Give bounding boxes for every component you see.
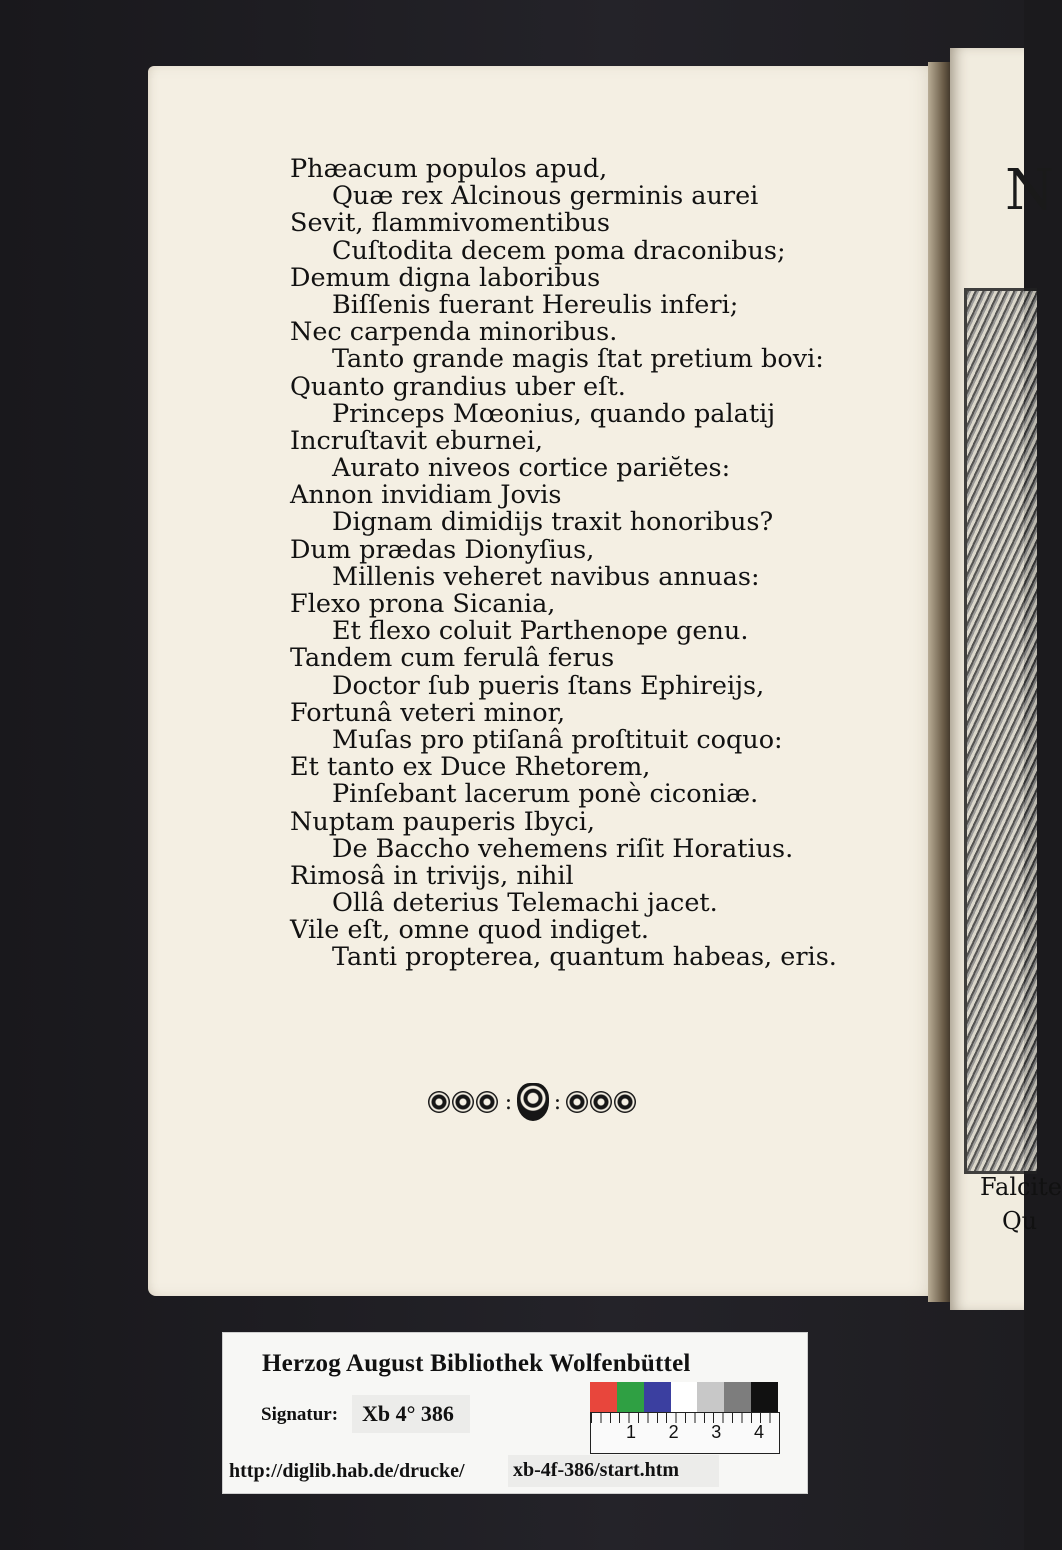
ornament-colon: :: [504, 1089, 513, 1115]
color-swatch: [590, 1382, 617, 1412]
ruler-number: 2: [668, 1422, 679, 1442]
poem-line: Rimosâ in trivijs, nihil: [290, 860, 574, 891]
engraving-illustration: [964, 288, 1037, 1174]
poem-line: Tanti propterea, quantum habeas, eris.: [332, 942, 837, 973]
right-page-initial: N: [1005, 158, 1054, 223]
poem-line: Dignam dimidijs traxit honoribus?: [332, 507, 774, 538]
signatur-value: Xb 4° 386: [352, 1395, 470, 1433]
poem-line: Phæacum populos apud,: [290, 154, 608, 184]
right-page: [950, 48, 1062, 1310]
right-page-caption: [980, 1170, 1062, 1238]
color-swatch: [671, 1382, 698, 1412]
ornament-flourish: [428, 1087, 500, 1117]
poem-line: Flexo prona Sicania,: [290, 589, 556, 619]
poem-line: De Baccho vehemens riſit Horatius.: [332, 833, 794, 864]
ornament-flourish: [566, 1087, 638, 1117]
poem-line: Et tanto ex Duce Rhetorem,: [290, 752, 651, 783]
color-swatch: [751, 1382, 778, 1412]
ruler-number: 3: [711, 1422, 722, 1442]
color-swatch: [697, 1382, 724, 1412]
ornament-center: [517, 1083, 549, 1121]
poem-line: Demum digna laboribus: [290, 262, 601, 293]
poem-line: Nec carpenda minoribus.: [290, 317, 618, 348]
color-swatch: [724, 1382, 751, 1412]
poem-line: Nuptam pauperis Ibyci,: [290, 806, 596, 837]
poem-line: Tandem cum ferulâ ferus: [290, 643, 615, 674]
signatur-label: Signatur:: [261, 1404, 339, 1425]
poem-line: Cuſtodita decem poma draconibus;: [332, 235, 786, 266]
poem-line: Fortunâ veteri minor,: [290, 697, 566, 728]
poem-line: Pinſebant lacerum ponè ciconiæ.: [332, 779, 759, 810]
color-swatch: [644, 1382, 671, 1412]
caption-line: Falcite: [980, 1173, 1062, 1201]
poem-line: Sevit, flammivomentibus: [290, 208, 610, 239]
poem-text: [290, 156, 837, 972]
poem-line: Quæ rex Alcinous germinis aurei: [332, 181, 759, 212]
color-swatch: [617, 1382, 644, 1412]
poem-line: Tanto grande magis ſtat pretium bovi:: [332, 344, 824, 375]
ruler-numbers: [610, 1422, 780, 1443]
ornament-colon: :: [553, 1089, 562, 1115]
poem-line: Quanto grandius uber eſt.: [290, 371, 626, 402]
ruler-number: 1: [625, 1422, 636, 1442]
poem-line: Dum prædas Dionyſius,: [290, 534, 595, 565]
poem-line: Doctor ſub pueris ſtans Ephireijs,: [332, 670, 765, 701]
poem-line: Et flexo coluit Parthenope genu.: [332, 616, 749, 647]
url-prefix-link[interactable]: http://diglib.hab.de/drucke/: [229, 1460, 465, 1482]
poem-line: Millenis veheret navibus annuas:: [332, 561, 760, 592]
printer-ornament: [428, 1082, 638, 1122]
poem-line: Annon invidiam Jovis: [290, 480, 562, 511]
poem-line: Biſſenis fuerant Hereulis inferi;: [332, 289, 739, 320]
poem-line: Incruſtavit eburnei,: [290, 425, 543, 456]
caption-line: Qu: [1002, 1207, 1038, 1235]
color-calibration-strip: [590, 1382, 778, 1412]
url-suffix-link[interactable]: xb-4f-386/start.htm: [508, 1455, 719, 1487]
poem-line: Princeps Mœonius, quando palatij: [332, 398, 776, 429]
poem-line: Ollâ deterius Telemachi jacet.: [332, 888, 718, 919]
ruler-number: 4: [753, 1422, 764, 1442]
poem-line: Aurato niveos cortice pariĕtes:: [332, 453, 731, 484]
library-name: Herzog August Bibliothek Wolfenbüttel: [262, 1350, 691, 1377]
poem-line: Vile eſt, omne quod indiget.: [290, 915, 649, 946]
poem-line: Muſas pro ptiſanâ proſtituit coquo:: [332, 724, 783, 755]
